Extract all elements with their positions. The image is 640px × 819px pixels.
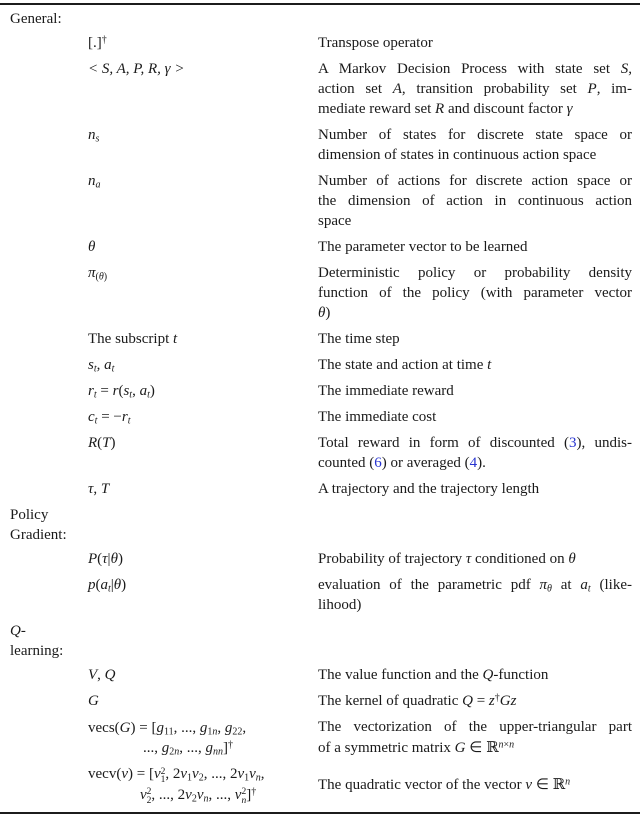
symbol-line: vecv(v) = [v2 1, $2v_1v_2$, ..., $2v_1v_n$, [88,766,265,785]
equation-ref-link[interactable]: 3 [569,435,577,451]
description-line: Number of states for discrete state space or [318,127,632,143]
description-cell [318,329,632,349]
table-row [88,479,632,499]
description-cell [318,125,632,165]
description-line: Deterministic policy or probability density [318,265,632,281]
table-row [88,33,632,53]
table-row [88,329,632,349]
symbol-cell [88,171,318,191]
symbol-cell [88,59,318,79]
section-label-line: Gradient: [10,527,67,543]
table-row [88,237,632,257]
table-row [88,59,632,119]
table-row [88,764,632,805]
description-cell [318,479,632,499]
table-content [10,9,632,811]
table-row [88,355,632,375]
symbol-line: $r_t = r(s_t$, $a_t$) [88,383,155,401]
section-label-line: Q- [10,623,26,639]
symbol-line: P(τ|θ) [88,551,123,567]
description-line: The quadratic vector of the vector v ∈ ℝ$^n$ [318,775,571,793]
symbol-line: $n_a$ [88,173,101,191]
symbol-cell [88,33,318,53]
symbol-line: [.]† [88,34,107,51]
symbol-line: $c_t = -r_t$ [88,409,131,427]
section-label-line: learning: [10,643,64,659]
description-cell [318,407,632,427]
description-line: dimension of states in continuous action space [318,147,597,163]
symbol-line: $p(a_t|\theta)$ [88,577,127,595]
description-cell [318,33,632,53]
description-line: The immediate cost [318,409,437,425]
description-line: space [318,213,352,229]
table-top-rule [0,3,640,5]
symbol-line: ..., $g_{2n}$, ..., $g_{nn}]^\dagger$ [143,739,233,757]
symbol-line: V, Q [88,667,116,683]
equation-ref-link[interactable]: 4 [469,455,478,471]
symbol-cell [88,263,318,283]
description-line: the dimension of action in continuous action [318,193,632,209]
symbol-cell [88,407,318,427]
table-row [88,433,632,473]
description-cell [318,237,632,257]
description-cell [318,59,632,119]
table-section [10,9,632,499]
description-line: lihood) [318,597,362,613]
table-row [88,717,632,758]
description-line: Probability of trajectory τ conditioned on θ [318,551,576,567]
symbol-cell [88,575,318,595]
description-line: mediate reward set R and discount factor γ [318,101,573,117]
description-line: The vectorization of the upper-triangular part [318,719,632,735]
table-row [88,575,632,615]
symbol-line: $n_s$ [88,127,100,145]
table-row [88,549,632,569]
symbol-cell [88,433,318,453]
description-cell [318,691,632,711]
symbol-cell [88,691,318,711]
section-label [10,9,632,29]
description-line: The time step [318,331,400,347]
table-row [88,171,632,231]
description-cell [318,355,632,375]
description-line: Transpose operator [318,35,433,51]
section-label [10,621,632,661]
symbol-cell [88,237,318,257]
symbol-line: vecs(G) = [$g_{11}$, ..., $g_{1n}$, $g_{22}$, [88,719,247,737]
symbol-line: $\pi_{(\theta)}$ [88,265,108,283]
description-cell [318,263,632,323]
description-cell [318,549,632,569]
description-line: A trajectory and the trajectory length [318,481,540,497]
equation-ref-link[interactable]: 6 [374,455,382,471]
symbol-line: R(T) [88,435,116,451]
symbol-cell [88,764,318,805]
table-row [88,381,632,401]
description-cell [318,575,632,615]
symbol-cell [88,718,318,758]
description-line: The immediate reward [318,383,454,399]
symbol-cell [88,355,318,375]
symbol-line: G [88,693,99,709]
table-section [10,621,632,805]
symbol-cell [88,329,318,349]
section-label-line: Policy [10,507,49,523]
table-row [88,407,632,427]
table-row [88,263,632,323]
description-line: evaluation of the parametric pdf $\pi_\theta$ at $a_t$ (like- [318,577,633,595]
symbol-cell [88,125,318,145]
symbol-line: θ [88,239,96,255]
description-line: The state and action at time t [318,357,492,373]
table-bottom-rule [0,812,640,814]
symbol-cell [88,381,318,401]
description-line: The value function and the Q-function [318,667,549,683]
description-line: counted (6) or averaged (4). [318,455,486,471]
description-line: of a symmetric matrix G ∈ ℝ$^{n\times n}$ [318,738,515,756]
symbol-line: The subscript t [88,331,178,347]
description-cell [318,171,632,231]
description-cell [318,433,632,473]
table-row [88,125,632,165]
table-row [88,691,632,711]
description-line: function of the policy (with parameter vector [318,285,632,301]
description-line: The parameter vector to be learned [318,239,528,255]
description-cell [318,665,632,685]
symbol-line: τ, T [88,481,110,497]
symbol-cell [88,479,318,499]
symbol-cell [88,665,318,685]
section-label-line: General: [10,11,62,27]
description-line: θ) [318,305,331,321]
table-row [88,665,632,685]
symbol-line: v2 2, ..., $2v_2v_n$, ..., v2 n]† [140,786,257,806]
description-cell [318,381,632,401]
description-line: Number of actions for discrete action space or [318,173,632,189]
description-line: Total reward in form of discounted (3), undis- [318,435,632,451]
description-line: A Markov Decision Process with state set S, [318,61,632,77]
description-line: The kernel of quadratic Q = z†Gz [318,692,517,709]
symbol-line: $s_t$, $a_t$ [88,357,115,375]
symbol-cell [88,549,318,569]
description-line: action set A, transition probability set P, im- [318,81,632,97]
section-label [10,505,632,545]
table-section [10,505,632,615]
symbol-line: < S, A, P, R, γ > [88,61,185,77]
description-cell [318,774,632,795]
description-cell [318,717,632,758]
